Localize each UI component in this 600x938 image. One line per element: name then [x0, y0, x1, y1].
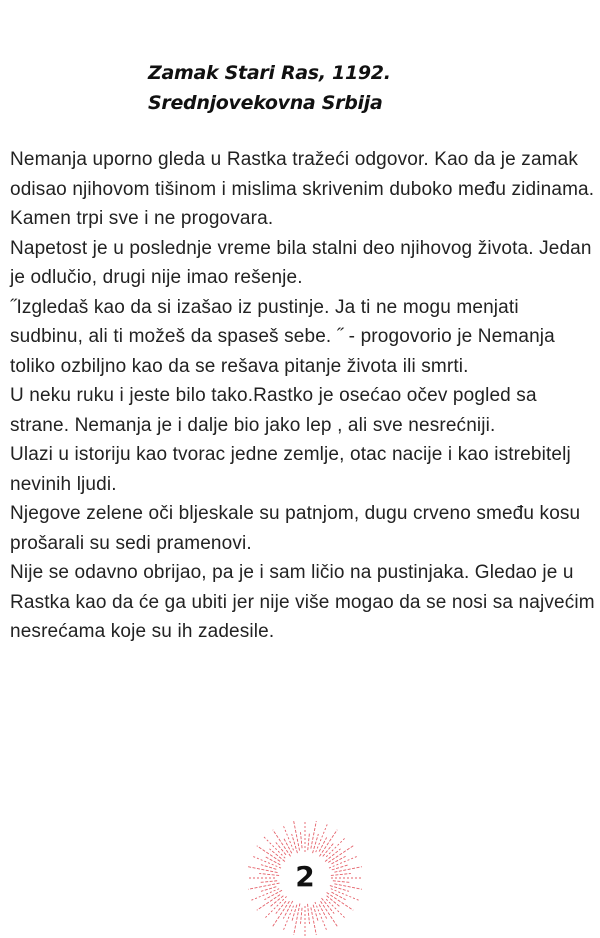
- burst-ray: [264, 896, 287, 919]
- burst-ray: [276, 901, 286, 913]
- burst-ray: [313, 834, 319, 853]
- burst-ray: [283, 837, 291, 853]
- paragraph: U neku ruku i jeste bilo tako.Rastko je osećao očev pogled sa strane. Nemanja je i dalje bio jako lep , ali sve nesrećniji.: [10, 385, 537, 436]
- burst-ray: [300, 908, 302, 924]
- burst-ray: [327, 896, 341, 907]
- paragraph: Ulazi u istoriju kao tvorac jedne zemlje, otac nacije i kao istrebitelj nevinih ljudi.: [10, 444, 571, 495]
- page-number-ornament: [245, 818, 365, 938]
- burst-ray: [327, 892, 354, 910]
- paragraph: Nemanja uporno gleda u Rastka tražeći odgovor. Kao da je zamak odisao njihovom tišinom i mislima skrivenim duboko među zidinama.: [10, 149, 595, 200]
- burst-ray: [294, 904, 300, 935]
- page-number: 2: [295, 860, 315, 893]
- heading-location-date: Zamak Stari Ras, 1192.: [148, 62, 391, 84]
- burst-ray: [319, 830, 337, 857]
- burst-ray: [294, 821, 300, 850]
- burst-ray: [319, 904, 327, 918]
- burst-ray: [321, 901, 338, 926]
- burst-ray: [323, 842, 334, 856]
- burst-ray: [273, 901, 290, 926]
- heading-subtitle: Srednjovekovna Srbija: [148, 92, 383, 114]
- burst-ray: [308, 904, 310, 924]
- burst-ray: [276, 842, 286, 854]
- paragraph: Nije se odavno obrijao, pa je i sam ličio na pustinjaka. Gledao je u Rastka kao da će ga ubiti jer nije više mogao da se nosi sa najvećim nesrećama koje su ih zadesile.: [10, 562, 595, 642]
- paragraph: Njegove zelene oči bljeskale su patnjom, dugu crveno smeđu kosu prošarali su sedi pramenovi.: [10, 503, 581, 554]
- burst-ray: [326, 899, 346, 919]
- burst-ray: [326, 837, 346, 857]
- burst-ray: [308, 832, 310, 850]
- paragraph: ˝Izgledaš kao da si izašao iz pustinje. Ja ti ne mogu menjati sudbinu, ali ti možeš da spaseš sebe. ˝ - progovorio je Nemanja toliko ozbiljno kao da se rešava pitanje života ili smrti.: [10, 296, 555, 377]
- burst-ray: [300, 832, 302, 848]
- burst-ray: [273, 830, 291, 857]
- burst-ray: [319, 837, 327, 851]
- story-text: [10, 145, 595, 647]
- chapter-heading: [148, 58, 391, 118]
- burst-ray: [257, 846, 280, 862]
- paragraph: Napetost je u poslednje vreme bila stalni deo njihovog života. Jedan je odlučio, drugi nije imao rešenje.: [10, 237, 592, 288]
- paragraph: Kamen trpi sve i ne progovara.: [10, 208, 274, 229]
- burst-ray: [264, 837, 285, 858]
